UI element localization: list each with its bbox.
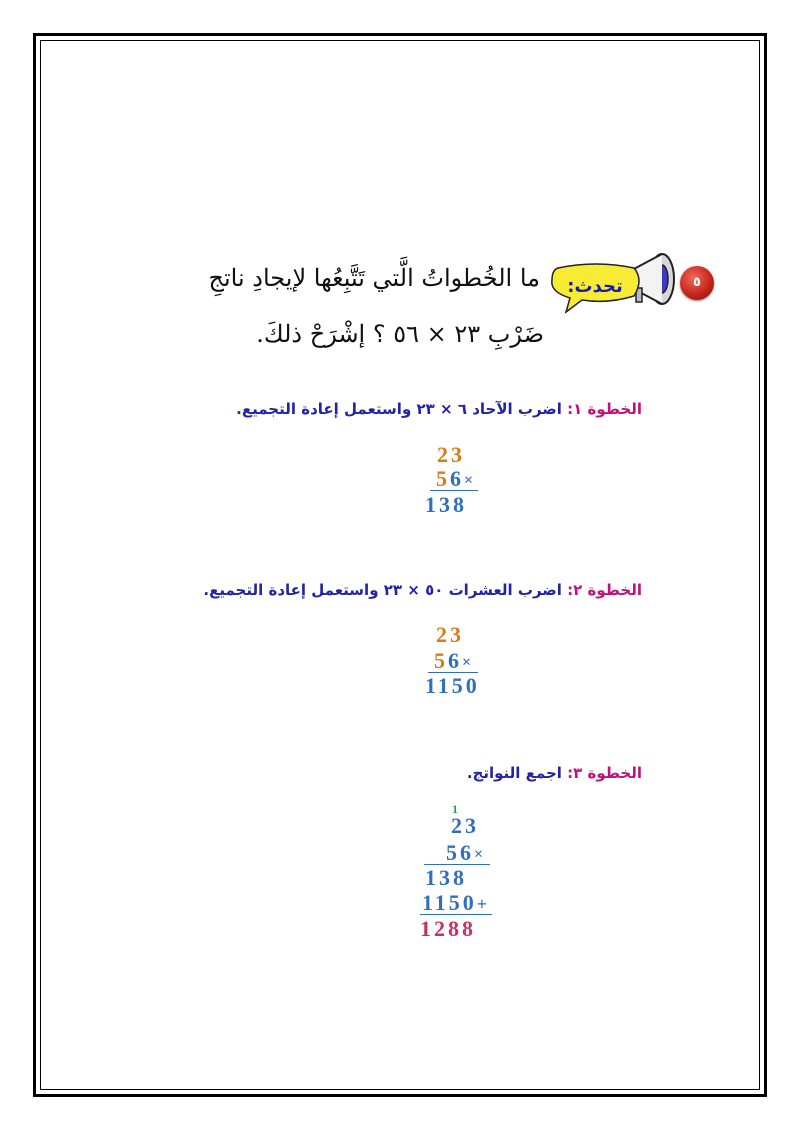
step-1-instruction	[236, 400, 642, 418]
step-2-multiplier-tens: 5	[434, 648, 448, 673]
step-2-label: الخطوة ٢:	[567, 581, 642, 599]
question-number: ٥	[693, 275, 701, 290]
step-3-multiplicand: 23	[451, 813, 479, 838]
step-2-multiplicand: 23	[436, 622, 464, 647]
step-1-multiplicand: 23	[437, 442, 465, 467]
step-3-instruction	[467, 764, 642, 782]
page-border-inner	[40, 40, 760, 1090]
step-3-partial-2	[422, 892, 487, 915]
step-3-multiplier-digits: 56	[446, 840, 474, 865]
step-3-times-sign: ×	[474, 846, 484, 863]
step-3-label: الخطوة ٣:	[567, 764, 642, 782]
step-2-result: 1150	[425, 673, 480, 698]
step-3-multiplier	[446, 842, 483, 866]
question-text-line1: ما الخُطواتُ الَّتي تَتَّبِعُها لإيجادِ ناتجِ	[208, 264, 540, 292]
step-3-carry: 1	[452, 802, 461, 816]
step-1-multiplier-tens: 5	[436, 466, 450, 491]
question-number-badge	[680, 266, 714, 300]
question-text-line2: ضَرْبِ ٢٣ × ٥٦ ؟ إشْرَحْ ذلكَ.	[256, 320, 544, 348]
talk-label: تحدث:	[567, 276, 623, 297]
step-3-underline-2	[420, 914, 492, 915]
step-1-label: الخطوة ١:	[567, 400, 642, 418]
step-3-text: اجمع النواتج.	[466, 764, 568, 782]
step-3-partial-1: 138	[425, 865, 467, 890]
step-3-partial-2-digits: 1150	[422, 890, 477, 915]
step-1-multiplier-ones: 6	[450, 466, 464, 491]
step-1-result: 138	[425, 492, 467, 517]
step-3-plus-sign: +	[476, 894, 488, 914]
step-2-multiplier-ones: 6	[448, 648, 462, 673]
step-2-instruction	[203, 581, 642, 599]
step-1-times-sign: ×	[464, 472, 474, 489]
step-1-text: اضرب الآحاد ٦ × ٢٣ واستعمل إعادة التجميع.	[236, 400, 568, 418]
step-2-text: اضرب العشرات ٥٠ × ٢٣ واستعمل إعادة التجميع.	[203, 581, 568, 599]
step-3-sum: 1288	[420, 916, 476, 941]
step-1-underline	[430, 490, 478, 491]
step-2-times-sign: ×	[462, 654, 472, 671]
step-1-multiplier	[436, 468, 473, 492]
step-2-multiplier	[434, 650, 471, 674]
